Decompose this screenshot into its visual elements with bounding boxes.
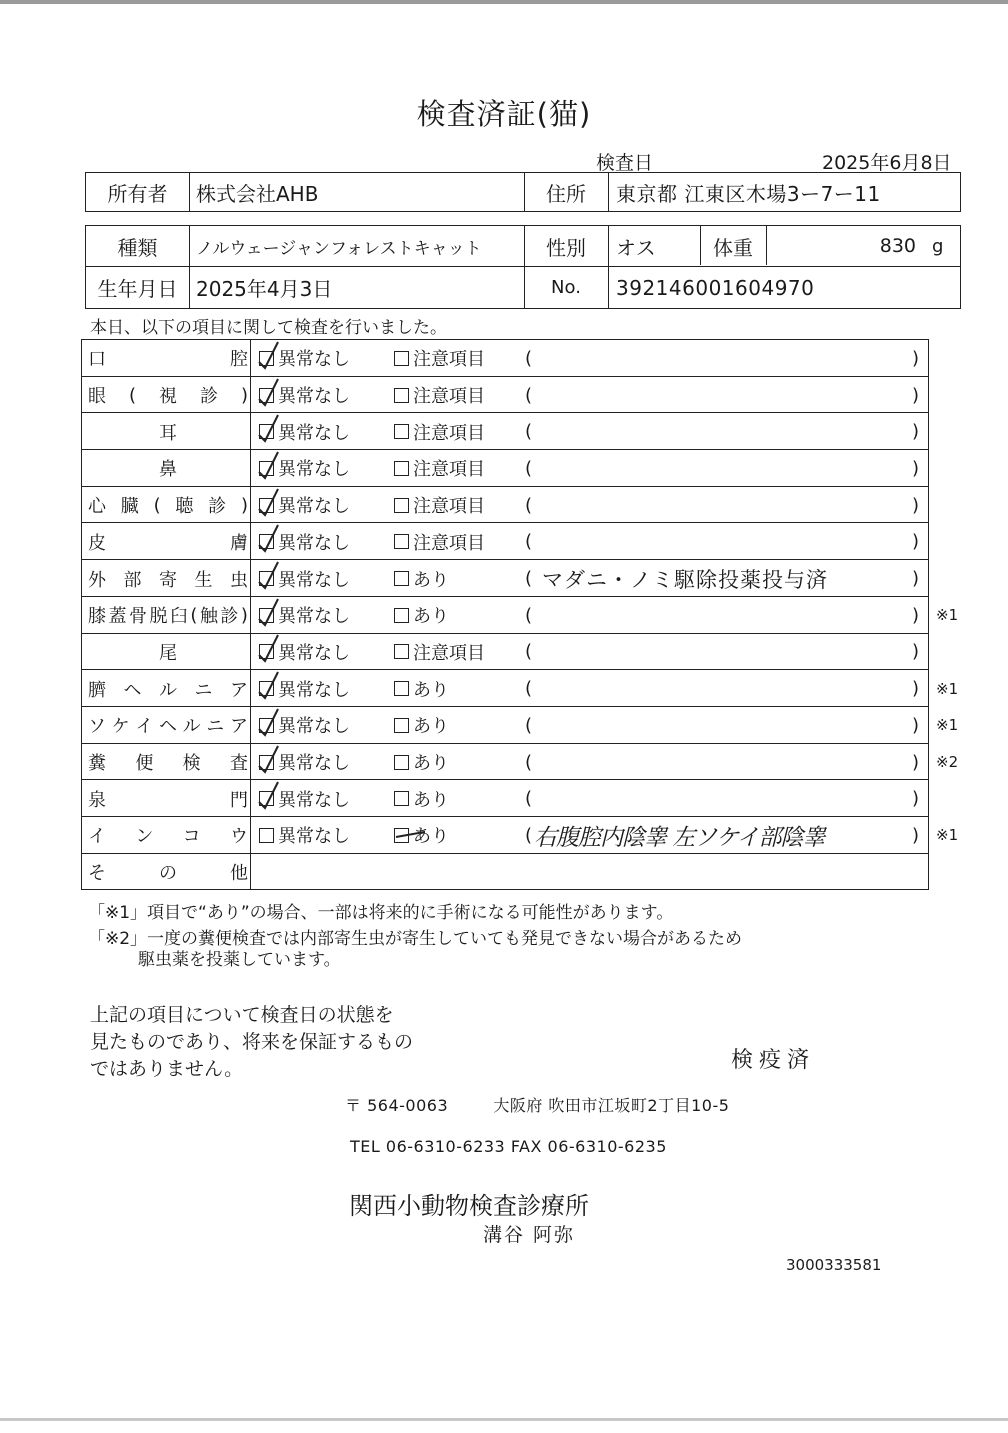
checkbox-icon[interactable] — [259, 681, 274, 696]
checkbox-icon[interactable] — [259, 388, 274, 403]
checklist-item-label: 鼻 — [159, 459, 177, 481]
checkbox-icon[interactable] — [394, 644, 409, 659]
owner-value: 株式会社AHB — [196, 181, 319, 206]
footnote-mark: ※2 — [936, 753, 959, 772]
checklist-item-label: イ ン コ ウ — [88, 826, 248, 848]
checklist-row — [82, 377, 928, 414]
checkbox-icon[interactable] — [259, 755, 274, 770]
checkbox-icon[interactable] — [259, 644, 274, 659]
checkbox-icon[interactable] — [394, 351, 409, 366]
footnote-mark: ※1 — [936, 716, 959, 735]
option-attention[interactable] — [394, 597, 449, 634]
weight-unit: g — [932, 235, 944, 257]
option-normal[interactable] — [259, 817, 350, 854]
option-label: 異常なし — [278, 459, 350, 481]
footnote-2b: 駆虫薬を投薬しています。 — [138, 950, 341, 970]
option-normal[interactable] — [259, 670, 350, 707]
disclaimer-line-3: ではありません。 — [90, 1058, 244, 1080]
checklist-row — [82, 487, 928, 524]
sex-label: 性別 — [546, 235, 586, 260]
paren-close: ) — [912, 604, 920, 626]
birth-value: 2025年4月3日 — [196, 277, 333, 301]
option-label: 異常なし — [278, 422, 350, 444]
paren-close: ) — [912, 824, 920, 846]
paren-close: ) — [912, 421, 920, 443]
footnote-mark: ※1 — [936, 679, 959, 698]
checklist-row — [82, 780, 928, 817]
option-label: 注意項目 — [413, 349, 485, 371]
checklist-row — [82, 670, 959, 707]
paren-open: ( — [525, 788, 533, 810]
option-label: 注意項目 — [413, 422, 485, 444]
paren-open: ( — [525, 494, 533, 516]
checkbox-icon[interactable] — [394, 718, 409, 733]
paren-close: ) — [912, 494, 920, 516]
option-label: あり — [413, 716, 449, 738]
option-normal[interactable] — [259, 744, 350, 781]
checkbox-icon[interactable] — [394, 828, 409, 843]
paren-open: ( — [525, 604, 533, 626]
checklist-row — [82, 854, 928, 891]
no-label: No. — [551, 277, 581, 298]
checkbox-icon[interactable] — [394, 424, 409, 439]
option-label: 異常なし — [278, 496, 350, 518]
checkbox-icon[interactable] — [259, 571, 274, 586]
paren-close: ) — [912, 751, 920, 773]
checkbox-icon[interactable] — [259, 424, 274, 439]
checklist-row — [82, 413, 928, 450]
checkbox-icon[interactable] — [394, 534, 409, 549]
owner-label: 所有者 — [107, 181, 168, 206]
checklist-table — [81, 339, 959, 890]
checkbox-icon[interactable] — [394, 498, 409, 513]
footnote-2: 「※2」一度の糞便検査では内部寄生虫が寄生していても発見できない場合があるため — [88, 929, 743, 949]
paren-close: ) — [912, 641, 920, 663]
paren-open: ( — [525, 531, 533, 553]
option-attention[interactable] — [394, 413, 485, 450]
disclaimer-line-1: 上記の項目について検査日の状態を — [90, 1004, 394, 1026]
page-title: 検査済証(猫) — [416, 97, 592, 131]
option-label: 異常なし — [278, 789, 350, 811]
bottom-edge — [0, 1418, 1008, 1421]
vet-name: 溝谷 阿弥 — [483, 1224, 576, 1246]
option-normal[interactable] — [259, 340, 350, 377]
footnote-1: 「※1」項目で“あり”の場合、一部は将来的に手術になる可能性があります。 — [88, 903, 674, 923]
checklist-row — [82, 524, 928, 561]
checklist-item-label: そ の 他 — [88, 863, 248, 885]
breed-value: ノルウェージャンフォレストキャット — [196, 238, 482, 259]
option-label: あり — [413, 826, 449, 848]
checklist-row — [82, 597, 959, 634]
checkbox-icon[interactable] — [259, 791, 274, 806]
paren-open: ( — [525, 457, 533, 479]
pet-info-box — [85, 225, 961, 309]
option-label: 異常なし — [278, 826, 350, 848]
option-attention[interactable] — [394, 340, 485, 377]
checkbox-icon[interactable] — [394, 791, 409, 806]
checkbox-icon[interactable] — [259, 828, 274, 843]
option-normal[interactable] — [259, 524, 350, 561]
paren-open: ( — [525, 641, 533, 663]
option-label: 異常なし — [278, 679, 350, 701]
checkbox-icon[interactable] — [259, 461, 274, 476]
option-label: 異常なし — [278, 349, 350, 371]
paren-close: ) — [912, 384, 920, 406]
option-label: 異常なし — [278, 753, 350, 775]
checklist-row — [82, 744, 959, 781]
paren-open: ( — [525, 421, 533, 443]
paren-open: ( — [525, 714, 533, 736]
serial-number: 3000333581 — [786, 1256, 882, 1274]
option-attention[interactable] — [394, 560, 449, 597]
option-label: 注意項目 — [413, 459, 485, 481]
option-label: 注意項目 — [413, 496, 485, 518]
exam-date-value: 2025年6月8日 — [822, 152, 952, 174]
disclaimer-line-2: 見たものであり、将来を保証するもの — [90, 1031, 414, 1053]
clinic-address-line — [345, 1093, 729, 1116]
checkbox-icon[interactable] — [394, 608, 409, 623]
breed-label: 種類 — [117, 235, 158, 260]
checklist-item-label: 糞 便 検 査 — [88, 753, 248, 775]
paren-close: ) — [912, 678, 920, 700]
footnote-mark: ※1 — [936, 606, 959, 625]
checklist-item-label: 眼 ( 視 診 ) — [88, 384, 248, 408]
exam-date-label: 検査日 — [596, 152, 654, 174]
owner-address-box — [85, 172, 961, 212]
checklist-item-label: 尾 — [159, 642, 177, 664]
checkbox-icon[interactable] — [259, 351, 274, 366]
option-label: 異常なし — [278, 606, 350, 628]
weight-label: 体重 — [713, 235, 753, 260]
checklist-row — [82, 634, 928, 671]
option-attention[interactable] — [394, 670, 449, 707]
paren-open: ( — [525, 347, 533, 369]
option-attention[interactable] — [394, 377, 485, 414]
option-attention[interactable] — [394, 634, 485, 671]
paren-close: ) — [912, 568, 920, 590]
option-attention[interactable] — [394, 744, 449, 781]
checklist-item-label: 皮 膚 — [88, 532, 248, 554]
paren-close: ) — [912, 788, 920, 810]
address-value: 東京都 江東区木場3ー7ー11 — [616, 181, 881, 206]
footnote-mark: ※1 — [936, 826, 959, 845]
option-label: 異常なし — [278, 569, 350, 591]
option-label: あり — [413, 679, 449, 701]
checklist-item-label: ソ ケ イ ヘ ル ニ ア — [88, 716, 248, 738]
option-attention[interactable] — [394, 524, 485, 561]
checklist-item-label: 口 腔 — [88, 349, 248, 371]
option-label: 注意項目 — [413, 386, 485, 408]
paren-close: ) — [912, 714, 920, 736]
option-attention[interactable] — [394, 780, 449, 817]
no-value: 392146001604970 — [616, 275, 815, 300]
option-label: 異常なし — [278, 642, 350, 664]
paren-open: ( — [525, 384, 533, 406]
top-edge — [0, 0, 1008, 4]
option-label: 異常なし — [278, 716, 350, 738]
checklist-row — [82, 707, 959, 744]
option-normal[interactable] — [259, 560, 350, 597]
checklist-item-label: 耳 — [159, 422, 177, 444]
checklist-item-label: 膝 蓋 骨 脱 臼 ( 触 診 ) — [88, 604, 248, 628]
checkbox-icon[interactable] — [394, 388, 409, 403]
paren-open: ( — [525, 824, 533, 846]
option-attention[interactable] — [394, 707, 449, 744]
option-normal[interactable] — [259, 413, 350, 450]
checkbox-icon[interactable] — [259, 498, 274, 513]
sex-value: オス — [616, 235, 656, 260]
checkbox-icon[interactable] — [394, 461, 409, 476]
tel-fax: TEL 06-6310-6233 FAX 06-6310-6235 — [350, 1137, 667, 1156]
clinic-address: 大阪府 吹田市江坂町2丁目10-5 — [493, 1096, 730, 1115]
checkbox-icon[interactable] — [394, 571, 409, 586]
option-label: 注意項目 — [413, 642, 485, 664]
birth-label: 生年月日 — [97, 277, 178, 301]
checklist-row — [82, 560, 928, 597]
checkbox-icon[interactable] — [259, 534, 274, 549]
option-normal[interactable] — [259, 634, 350, 671]
option-label: 注意項目 — [413, 532, 485, 554]
option-label: あり — [413, 569, 449, 591]
option-label: あり — [413, 789, 449, 811]
paren-open: ( — [525, 678, 533, 700]
checklist-row — [82, 817, 959, 854]
checklist-item-label: 心 臓 ( 聴 診 ) — [88, 494, 248, 518]
postal-code: 〒 564-0063 — [345, 1096, 449, 1115]
checklist-note: 右腹腔内陰睾 左ソケイ部陰睾 — [534, 824, 825, 851]
weight-value: 830 — [879, 235, 916, 257]
checklist-row — [82, 340, 928, 377]
paren-close: ) — [912, 531, 920, 553]
checkbox-icon[interactable] — [394, 681, 409, 696]
option-label: 異常なし — [278, 532, 350, 554]
option-normal[interactable] — [259, 377, 350, 414]
checklist-item-label: 臍 ヘ ル ニ ア — [88, 679, 248, 701]
checklist-row — [82, 450, 928, 487]
paren-open: ( — [525, 568, 533, 590]
option-label: あり — [413, 753, 449, 775]
option-normal[interactable] — [259, 597, 350, 634]
address-label: 住所 — [546, 181, 586, 206]
checkbox-icon[interactable] — [259, 608, 274, 623]
intro-text: 本日、以下の項目に関して検査を行いました。 — [90, 318, 447, 338]
inspected-stamp: 検疫済 — [731, 1048, 816, 1073]
option-attention[interactable] — [394, 817, 449, 854]
checkbox-icon[interactable] — [259, 718, 274, 733]
clinic-name: 関西小動物検査診療所 — [349, 1192, 589, 1220]
option-label: あり — [413, 606, 449, 628]
option-label: 異常なし — [278, 386, 350, 408]
option-normal[interactable] — [259, 487, 350, 524]
paren-open: ( — [525, 751, 533, 773]
checklist-item-label: 外 部 寄 生 虫 — [88, 569, 248, 591]
paren-close: ) — [912, 347, 920, 369]
option-attention[interactable] — [394, 450, 485, 487]
option-attention[interactable] — [394, 487, 485, 524]
option-normal[interactable] — [259, 450, 350, 487]
checkbox-icon[interactable] — [394, 755, 409, 770]
option-normal[interactable] — [259, 707, 350, 744]
paren-close: ) — [912, 457, 920, 479]
option-normal[interactable] — [259, 780, 350, 817]
checklist-item-label: 泉 門 — [88, 789, 248, 811]
checklist-note: マダニ・ノミ駆除投薬投与済 — [542, 567, 828, 592]
